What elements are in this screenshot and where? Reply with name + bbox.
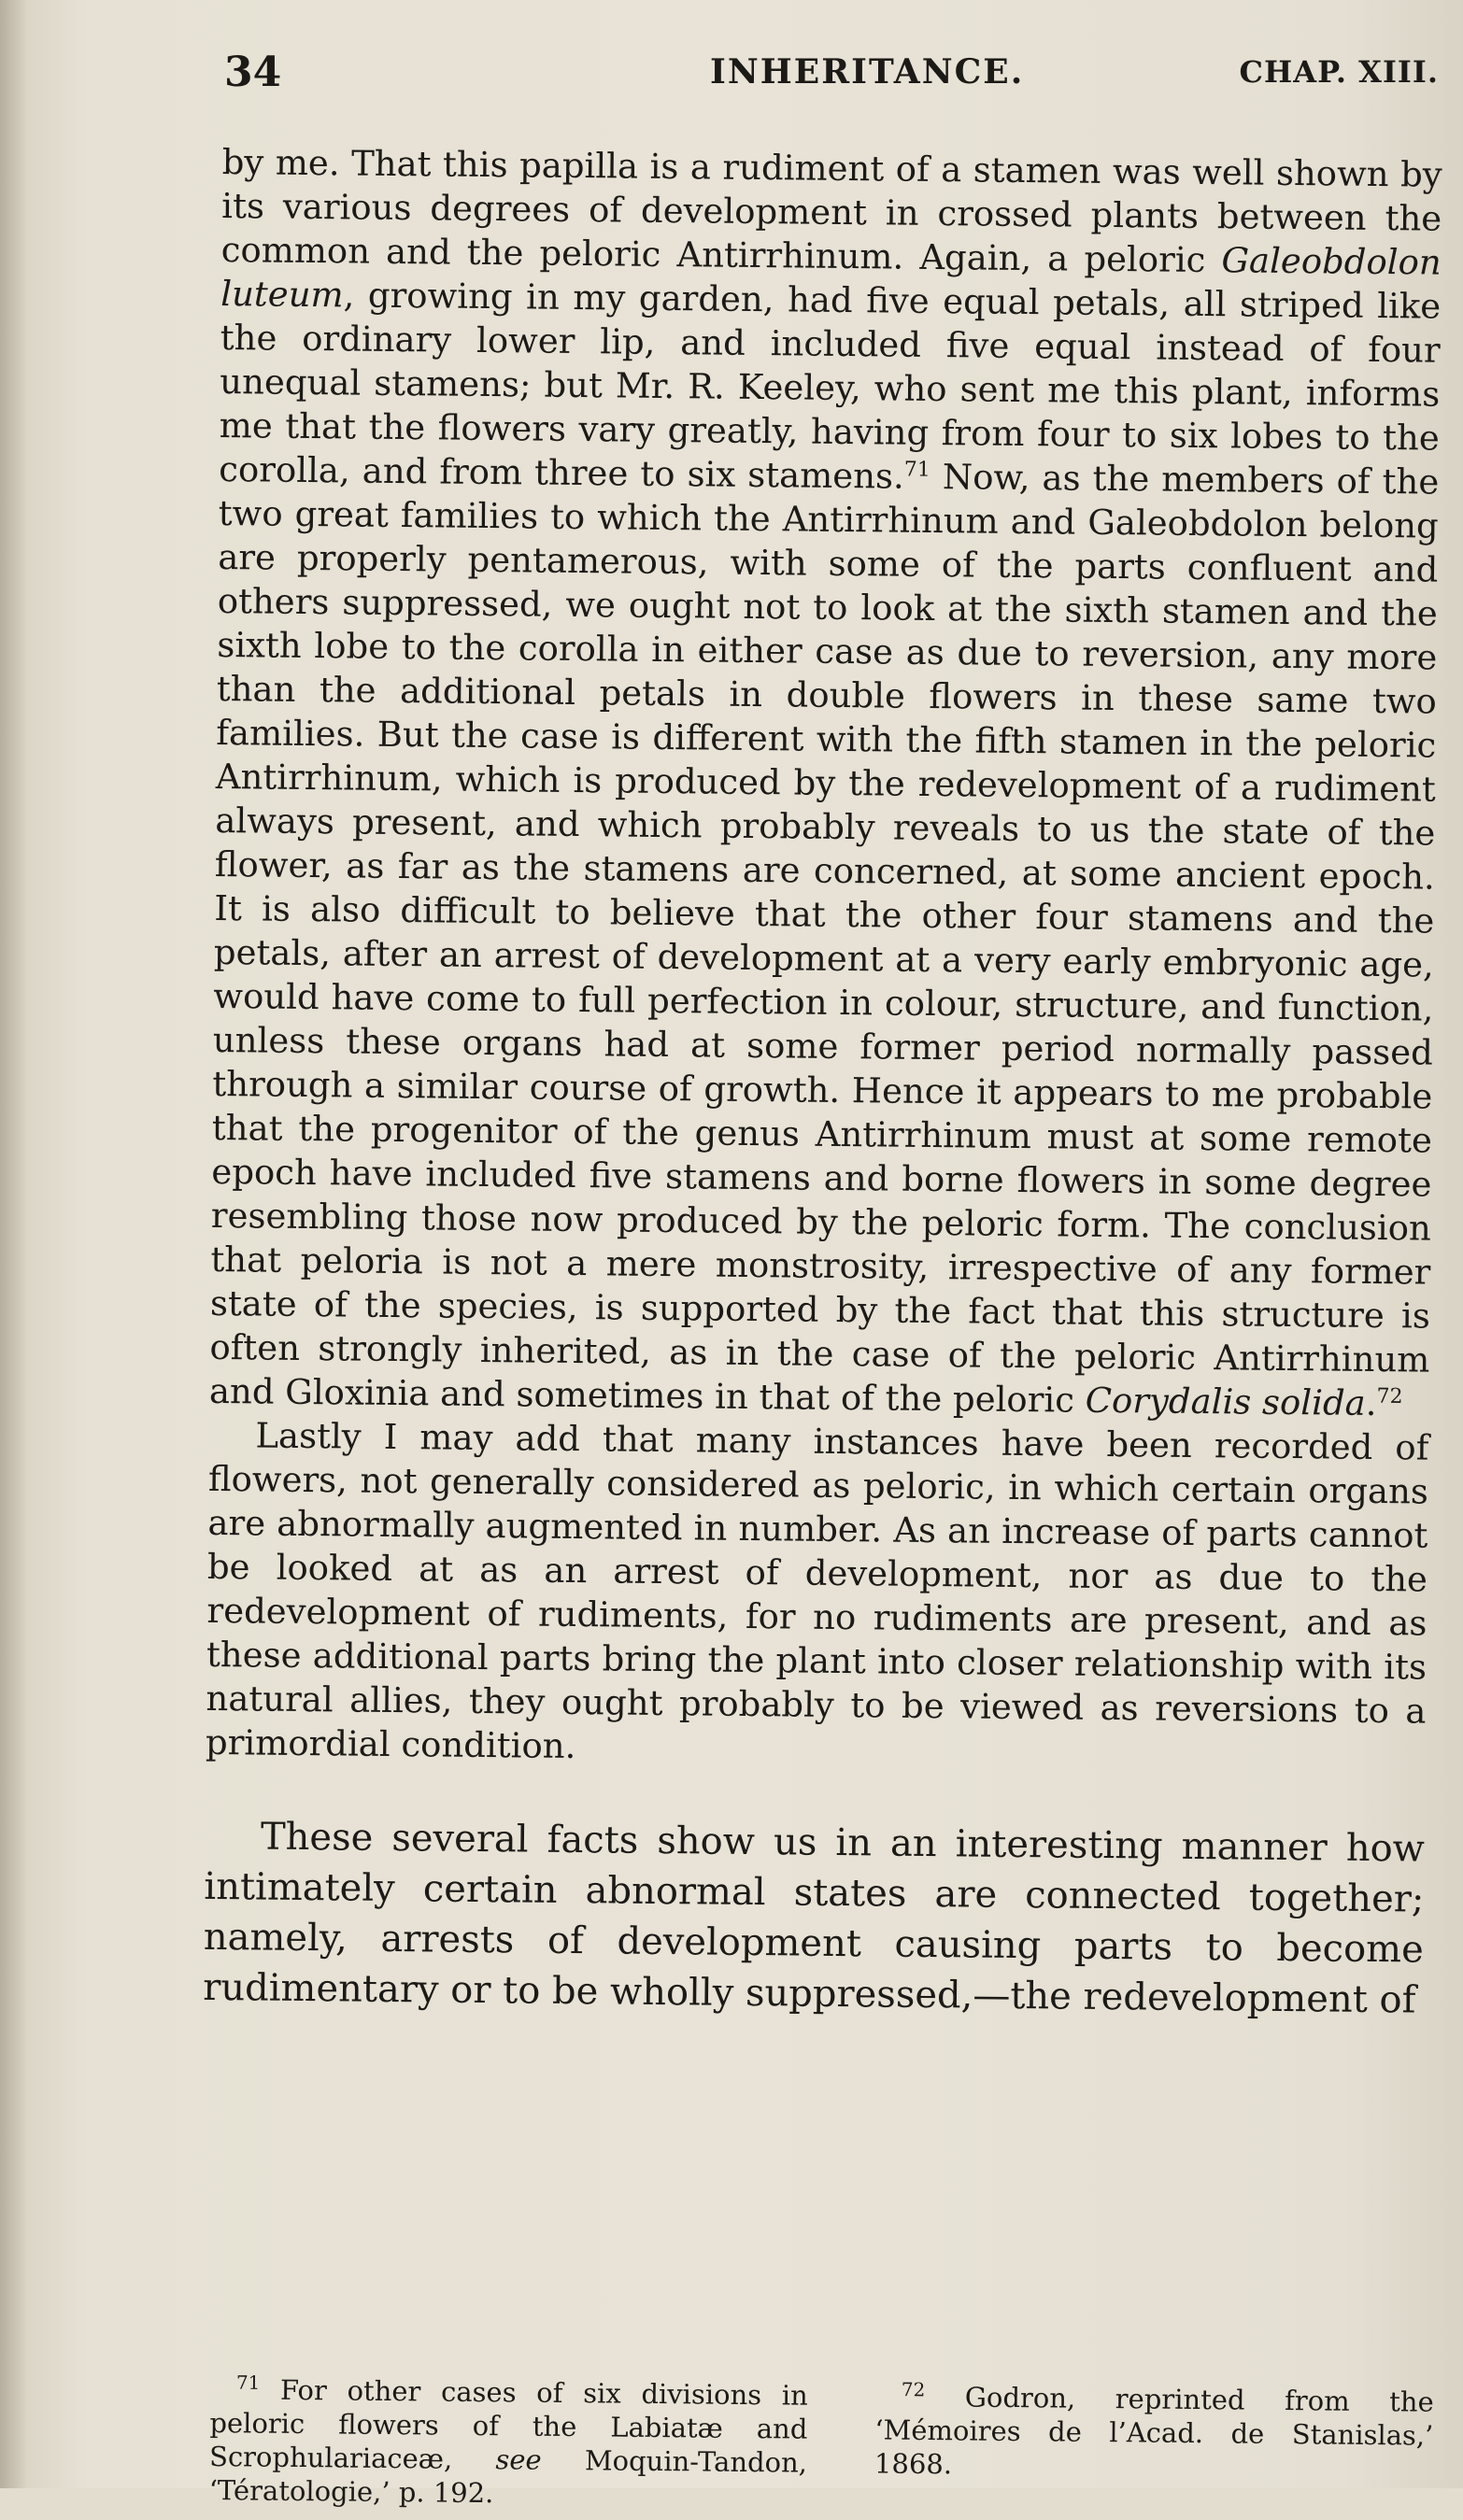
species-name: Galeobdolon luteum [220, 240, 1442, 316]
paragraph-2: Lastly I may add that many instances have been recorded of flowers, not generally considered as peloric, in which certain organs are abnormally augmented in number. As an increase of parts cannot be looked at as an arrest of development, nor as due to the redevelopment of rudiments, for no rudiments are present, and as these additional parts bring the plant into closer relationship with its natural allies, they ought probably to be viewed as reversions to a primordial condition. [205, 1415, 1429, 1767]
footnote-mark: 72 [901, 2378, 926, 2401]
page-number: 34 [224, 49, 282, 96]
page-header [224, 49, 1439, 105]
footnote-ref-72[interactable]: 72 [1376, 1384, 1403, 1409]
footnote-mark: 71 [235, 2371, 261, 2394]
footnotes [208, 2371, 1434, 2510]
paragraph-3: These several facts show us in an interesting manner how intimately certain abnormal states are connected together; namely, arrests of development causing parts to become rudimentary or to be wholly suppressed,—the redevelopment of [203, 1815, 1426, 2022]
running-title: INHERITANCE. [710, 52, 1025, 92]
chapter-label: CHAP. XIII. [1239, 54, 1439, 90]
footnote-ref-71[interactable]: 71 [903, 458, 930, 482]
species-name: Corydalis solida [1085, 1380, 1366, 1423]
spine-shadow [0, 0, 28, 2488]
footnote-71: $^{71}$ For other cases of six divisions in peloric flowers of the Labiatæ and Scrophulariaceæ, see Moquin-Tandon, ‘Tératologie,’ p. 192. [208, 2371, 808, 2510]
paragraph-1: by me. That this papilla is a rudiment of a stamen was well shown by its various degrees of development in crossed plants between the common and the peloric Antirrhinum. Again, a peloric Galeobdolon luteum, growing in my garden, had five equal petals, all striped like the ordinary lower lip, and included five equal instead of four unequal stamens; but Mr. R. Keeley, who sent me this plant, informs me that the flowers vary greatly, having from four to six lobes to the corolla, and from three to six stamens.$^{71}$ Now, as the members of the two great families to which the Antirrhinum and Galeobdolon belong are properly pentamerous, with some of the parts confluent and others suppressed, we ought not to look at the sixth stamen and the sixth lobe to the corolla in either case as due to reversion, any more than the additional petals in double flowers in these same two families. But the case is different with the fifth stamen in the peloric Antirrhinum, which is produced by the redevelopment of a rudiment always present, and which probably reveals to us the state of the flower, as far as the stamens are concerned, at some ancient epoch. It is also difficult to believe that the other four stamens and the petals, after an arrest of development at a very early embryonic age, would have come to full perfection in colour, structure, and function, unless these organs had at some former period normally passed through a similar course of growth. Hence it appears to me probable that the progenitor of the genus Antirrhinum must at some remote epoch have included five stamens and borne flowers in some degree resembling those now produced by the peloric form. The conclusion that peloria is not a mere monstrosity, irrespective of any former state of the species, is supported by the fact that this structure is often strongly inherited, as in the case of the peloric Antirrhinum and Gloxinia and sometimes in that of the peloric Corydalis solida.$^{72}$ [208, 141, 1442, 1424]
footnote-72: $^{72}$ Godron, reprinted from the ‘Mémoires de l’Acad. de Stanislas,’ 1868. [874, 2378, 1434, 2481]
body-text [203, 140, 1442, 2026]
